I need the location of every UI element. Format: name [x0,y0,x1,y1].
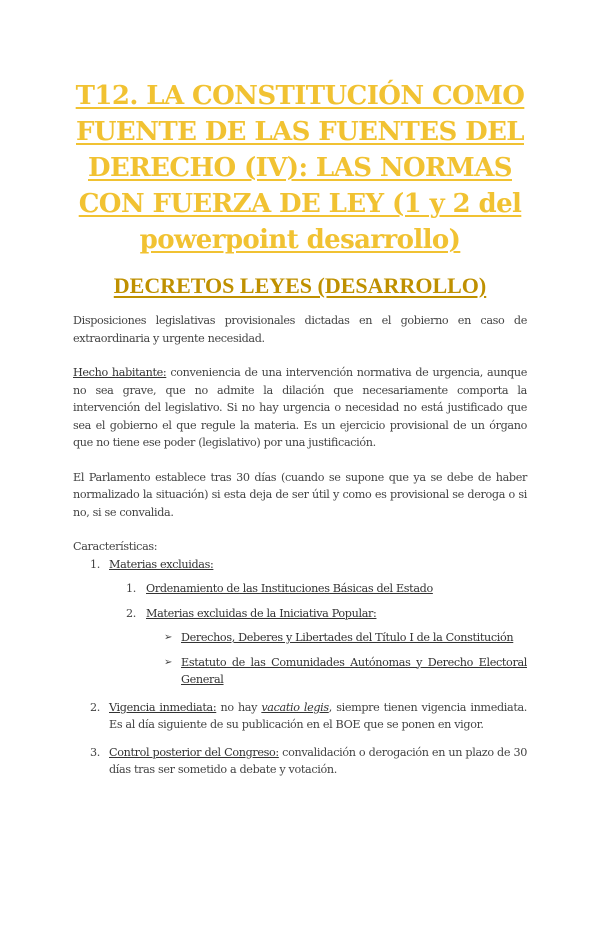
intro-paragraph: Disposiciones legislativas provisionales dictadas en el gobierno en caso de extraordinaria y urgente necesidad. [73,314,527,345]
bullet-item-estatuto [73,654,527,689]
list-item-vigencia [73,699,527,734]
list-number: 3. [90,745,100,759]
sub-item-ordenamiento [73,580,527,598]
materias-label: Materias excluidas: [109,557,214,571]
vacatio-legis: vacatio legis [261,700,329,714]
list-number: 1. [90,557,100,571]
parlamento-paragraph: El Parlamento establece tras 30 días (cuando se supone que ya se debe de haber normalizado la situación) si esta deja de ser útil y como es provisional se deroga o si no, si se convalida. [73,470,527,519]
vigencia-text-post: , siempre tienen vigencia inmediata. Es al día siguiente de su publicación en el BOE que se ponen en vigor. [109,700,527,731]
hecho-paragraph [73,364,527,452]
arrow-bullet-icon: ➢ [164,656,173,668]
hecho-text: conveniencia de una intervención normativa de urgencia, aunque no sea grave, que no admite la dilación que necesariamente comporta la intervención del legislativo. Si no hay urgencia o necesidad no está justificado que sea el gobierno el que regule la materia. Es un ejercicio provisional de un órgano que no tiene ese poder (legislativo) por una justificación. [73,366,527,449]
bullet-item-derechos [73,629,527,647]
document-title: T12. LA CONSTITUCIÓN COMO FUENTE DE LAS FUENTES DEL DERECHO (IV): LAS NORMAS CON FUERZA DE LEY (1 y 2 del powerpoint desarrollo) [75,81,525,255]
caracteristicas-label: Características: [73,540,158,553]
list-number: 1. [126,582,136,595]
estatuto-label: Estatuto de las Comunidades Autónomas y Derecho Electoral General [181,655,527,686]
document-page [0,78,600,926]
control-text: convalidación o derogación en un plazo de 30 días tras ser sometido a debate y votación. [109,745,527,776]
hecho-label: Hecho habitante: [73,366,167,379]
list-number: 2. [90,700,100,714]
arrow-bullet-icon: ➢ [164,632,173,643]
iniciativa-label: Materias excluidas de la Iniciativa Popular: [146,606,377,620]
ordenamiento-label: Ordenamiento de las Instituciones Básicas del Estado [146,582,433,595]
vigencia-text-pre: no hay [216,700,262,714]
vigencia-label: Vigencia inmediata: [109,700,217,714]
list-item-control [73,744,527,779]
derechos-label: Derechos, Deberes y Libertades del Título I de la Constitución [181,631,514,644]
section-heading: DECRETOS LEYES (DESARROLLO) [113,273,487,298]
list-item-materias [73,556,527,574]
control-label: Control posterior del Congreso: [109,745,279,759]
characteristics-list [73,556,527,779]
sub-item-iniciativa [73,605,527,623]
list-number: 2. [126,606,136,620]
